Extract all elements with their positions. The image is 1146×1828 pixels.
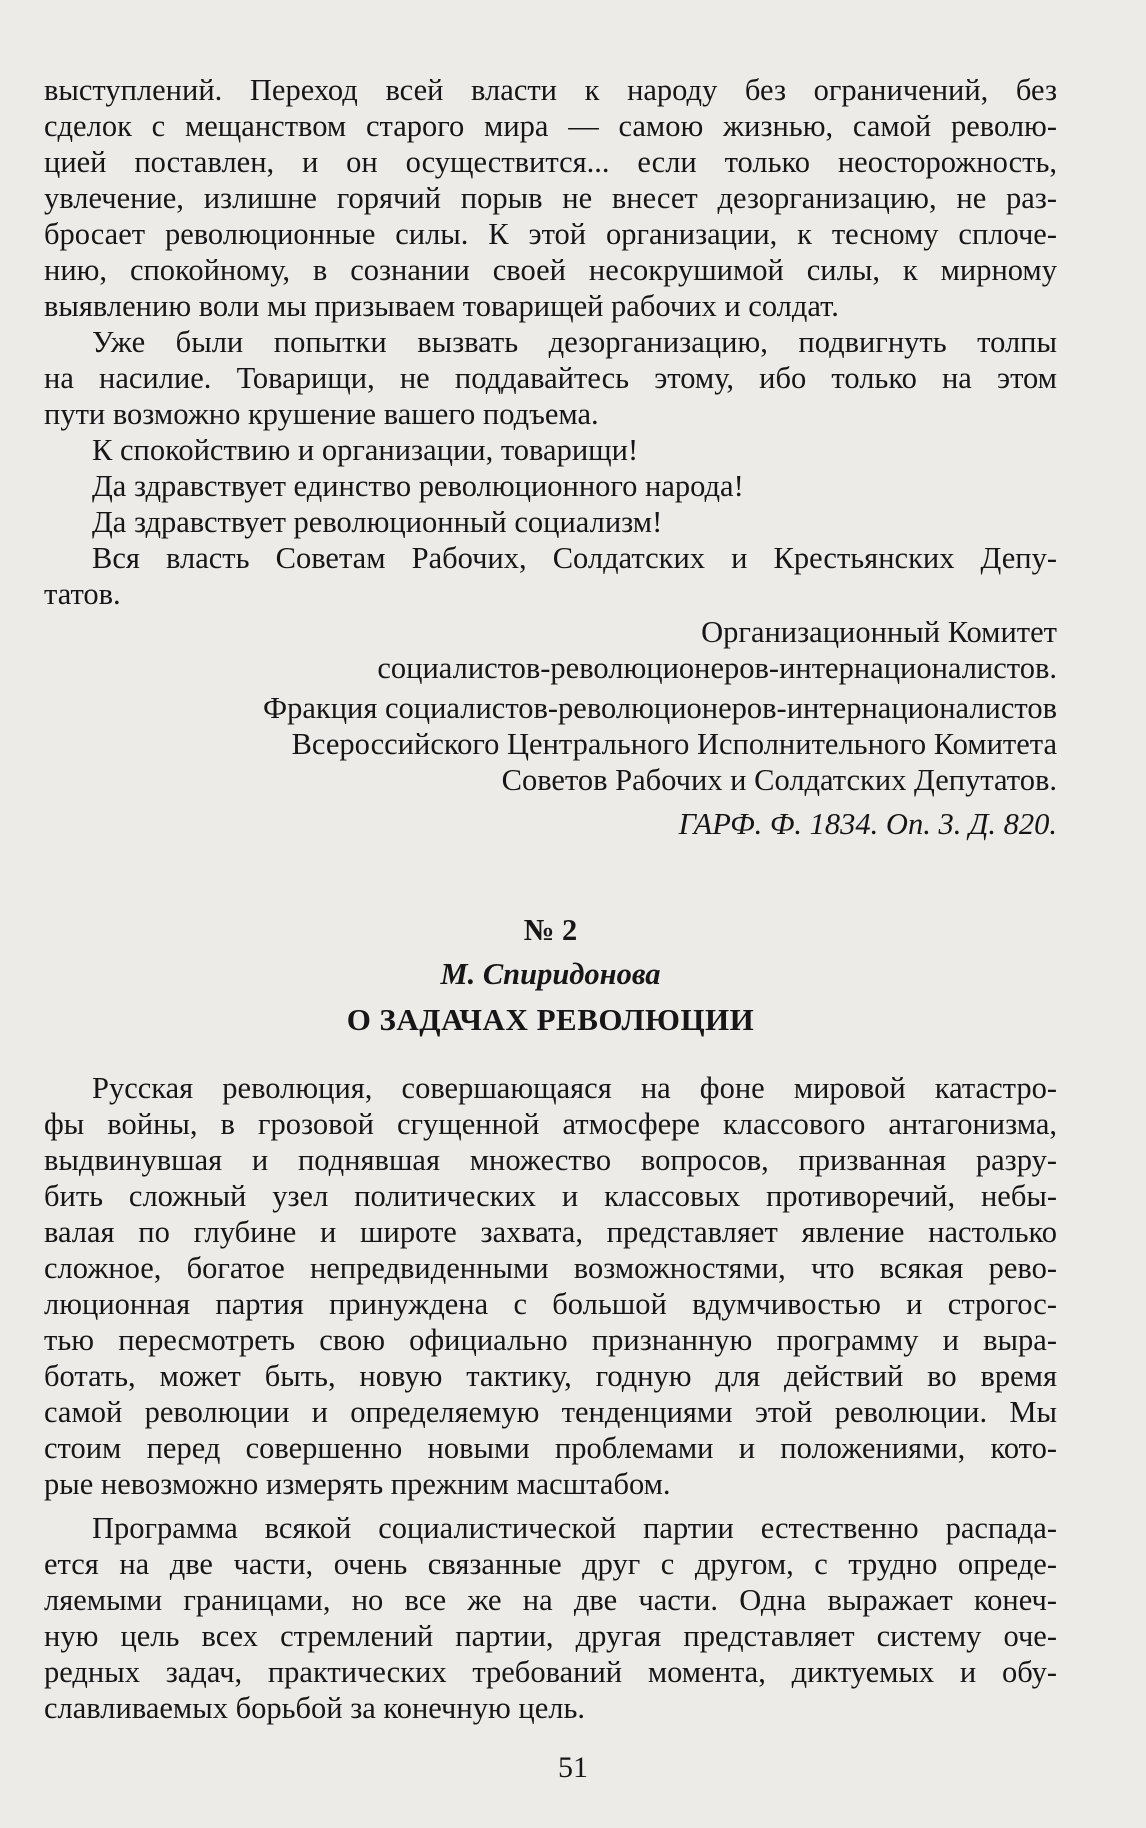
text-line: увлечение, излишне горячий порыв не внесет дезорганизацию, не раз-	[44, 181, 1057, 215]
text-line: фы войны, в грозовой сгущенной атмосфере классового антагонизма,	[44, 1107, 1057, 1141]
text-line: сложное, богатое непредвиденными возможностями, что всякая рево-	[44, 1251, 1057, 1285]
text-line: бить сложный узел политических и классовых противоречий, небы-	[44, 1179, 1057, 1213]
text-line: нию, спокойному, в сознании своей несокрушимой силы, к мирному	[44, 253, 1057, 287]
text-line: редных задач, практических требований момента, диктуемых и обу-	[44, 1655, 1057, 1689]
text-line: стоим перед совершенно новыми проблемами и положениями, кото-	[44, 1431, 1057, 1465]
text-line: на насилие. Товарищи, не поддавайтесь этому, ибо только на этом	[44, 361, 1057, 395]
signature-line: социалистов-революционеров-интернационалистов.	[377, 651, 1057, 685]
slogan-line: Вся власть Советам Рабочих, Солдатских и Крестьянских Депу-	[92, 541, 1057, 575]
text-line: ную цель всех стремлений партии, другая представляет систему оче-	[44, 1619, 1057, 1653]
text-line: Русская революция, совершающаяся на фоне мировой катастро-	[92, 1071, 1057, 1105]
text-line: самой революции и определяемую тенденциями этой революции. Мы	[44, 1395, 1057, 1429]
document-title: О ЗАДАЧАХ РЕВОЛЮЦИИ	[346, 1002, 755, 1037]
text-line: Уже были попытки вызвать дезорганизацию, подвигнуть толпы	[92, 325, 1057, 359]
signature-line: Фракция социалистов-революционеров-интернационалистов	[263, 691, 1057, 725]
text-line: валая по глубине и широте захвата, представляет явление настолько	[44, 1215, 1057, 1249]
text-line: пути возможно крушение вашего подъема.	[44, 397, 599, 431]
signature-line: Всероссийского Центрального Исполнительного Комитета	[291, 727, 1057, 761]
signature-line: Советов Рабочих и Солдатских Депутатов.	[501, 763, 1057, 797]
text-line: бросает революционные силы. К этой организации, к тесному сплоче-	[44, 217, 1057, 251]
text-line: рые невозможно измерять прежним масштабом.	[44, 1467, 671, 1501]
slogan-line: К спокойствию и организации, товарищи!	[92, 433, 639, 467]
author-name: М. Спиридонова	[440, 957, 661, 991]
slogan-line: Да здравствует революционный социализм!	[92, 505, 663, 539]
text-line: тью пересмотреть свою официально признанную программу и выра-	[44, 1323, 1057, 1357]
text-line: Программа всякой социалистической партии естественно распада-	[92, 1511, 1057, 1545]
signature-line: Организационный Комитет	[701, 615, 1057, 649]
archive-reference: ГАРФ. Ф. 1834. Оп. 3. Д. 820.	[678, 807, 1057, 841]
text-line: выдвинувшая и поднявшая множество вопросов, призванная разру-	[44, 1143, 1057, 1177]
text-line: татов.	[44, 577, 121, 611]
text-line: люционная партия принуждена с большой вдумчивостью и строгос-	[44, 1287, 1057, 1321]
text-line: сделок с мещанством старого мира — самою жизнью, самой револю-	[44, 109, 1057, 143]
text-line: ляемыми границами, но все же на две части. Одна выражает конеч-	[44, 1583, 1057, 1617]
document-number: № 2	[523, 913, 578, 947]
text-line: цией поставлен, и он осуществится... если только неосторожность,	[44, 145, 1057, 179]
text-line: ется на две части, очень связанные друг с другом, с трудно опреде-	[44, 1547, 1057, 1581]
text-line: выступлений. Переход всей власти к народу без ограничений, без	[44, 73, 1057, 107]
slogan-line: Да здравствует единство революционного народа!	[92, 469, 744, 503]
page-number: 51	[558, 1751, 588, 1784]
text-line: славливаемых борьбой за конечную цель.	[44, 1691, 585, 1725]
text-line: выявлению воли мы призываем товарищей рабочих и солдат.	[44, 289, 839, 323]
text-line: ботать, может быть, новую тактику, годную для действий во время	[44, 1359, 1057, 1393]
